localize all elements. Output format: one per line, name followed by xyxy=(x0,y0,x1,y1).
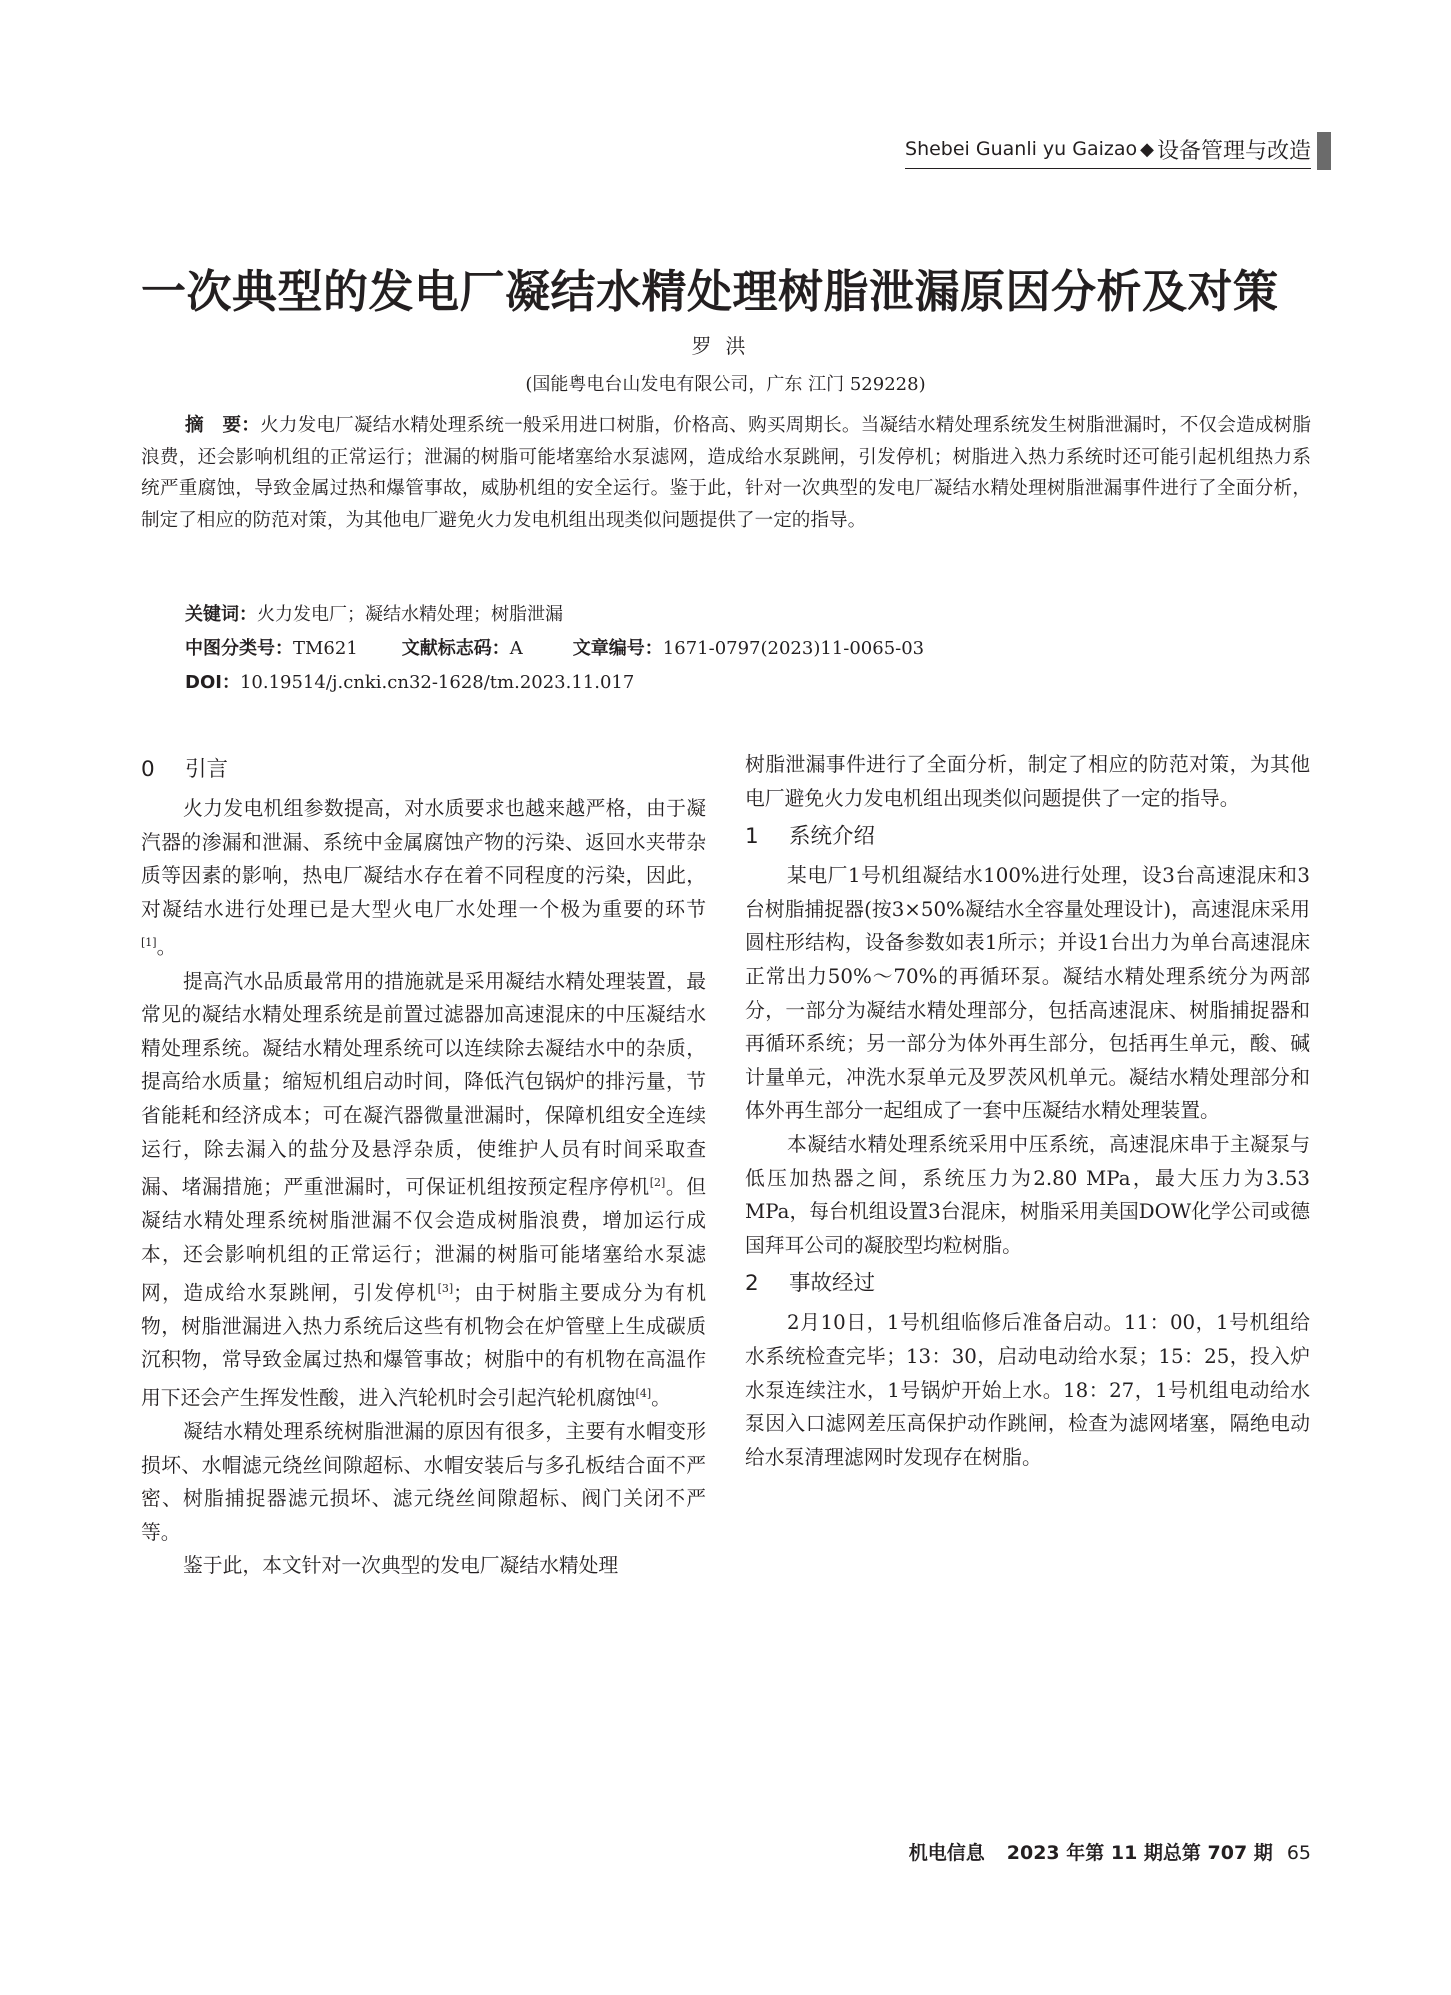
doi-label: DOI： xyxy=(185,672,240,693)
article-no-label: 文章编号： xyxy=(572,638,663,659)
keywords xyxy=(185,600,563,626)
keywords-text: 火力发电厂；凝结水精处理；树脂泄漏 xyxy=(257,604,563,625)
article-no-value: 1671-0797(2023)11-0065-03 xyxy=(662,638,925,659)
citation-4: [4] xyxy=(635,1386,652,1400)
doc-code-label: 文献标志码： xyxy=(401,638,510,659)
article-title: 一次典型的发电厂凝结水精处理树脂泄漏原因分析及对策 xyxy=(141,265,1279,318)
citation-3: [3] xyxy=(437,1281,454,1295)
journal-name-en: Shebei Guanli yu Gaizao xyxy=(905,138,1138,160)
abstract-label: 摘 要： xyxy=(185,415,261,436)
diamond-separator: ◆ xyxy=(1140,138,1154,160)
abstract xyxy=(141,410,1311,536)
doi-value: 10.19514/j.cnki.cn32-1628/tm.2023.11.017 xyxy=(239,672,635,693)
clc-label: 中图分类号： xyxy=(185,638,293,659)
citation-2: [2] xyxy=(649,1176,666,1190)
section-1-heading: 1 系统介绍 xyxy=(745,824,876,850)
column-left xyxy=(141,748,706,1583)
keywords-label: 关键词： xyxy=(185,604,257,625)
section-1-para-1: 某电厂1号机组凝结水100%进行处理，设3台高速混床和3台树脂捕捉器(按3×50%凝结水全容量处理设计)，高速混床采用圆柱形结构，设备参数如表1所示；并设1台出力为单台高速混床正常出力50%～70%的再循环泵。凝结水精处理系统分为两部分，一部分为凝结水精处理部分，包括高速混床、树脂捕捉器和再循环系统；另一部分为体外再生部分，包括再生单元，酸、碱计量单元，冲洗水泵单元及罗茨风机单元。凝结水精处理部分和体外再生部分一起组成了一套中压凝结水精处理装置。 xyxy=(745,864,1310,1123)
section-name-zh: 设备管理与改造 xyxy=(1156,138,1311,164)
page-footer xyxy=(909,1838,1311,1865)
citation-1: [1] xyxy=(141,936,157,950)
section-0-para-3: 凝结水精处理系统树脂泄漏的原因有很多，主要有水帽变形损坏、水帽滤元绕丝间隙超标、水帽安装后与多孔板结合面不严密、树脂捕捉器滤元损坏、滤元绕丝间隙超标、阀门关闭不严等。 xyxy=(141,1420,706,1544)
section-0-para-4-start: 鉴于此，本文针对一次典型的发电厂凝结水精处理 xyxy=(183,1554,619,1578)
section-0-para-4-continued: 树脂泄漏事件进行了全面分析，制定了相应的防范对策，为其他电厂避免火力发电机组出现类似问题提供了一定的指导。 xyxy=(745,753,1310,810)
section-0-heading: 0 引言 xyxy=(141,757,229,782)
affiliation: (国能粤电台山发电有限公司，广东 江门 529228) xyxy=(525,374,926,395)
section-2-para-1: 2月10日，1号机组临修后准备启动。11：00，1号机组给水系统检查完毕；13：30，启动电动给水泵；15：25，投入炉水泵连续注水，1号锅炉开始上水。18：27，1号机组电动给水泵因入口滤网差压高保护动作跳闸，检查为滤网堵塞，隔绝电动给水泵清理滤网时发现存在树脂。 xyxy=(745,1311,1310,1469)
footer-journal: 机电信息 xyxy=(908,1842,985,1864)
classification-line xyxy=(185,634,924,660)
doc-code-value: A xyxy=(509,638,523,659)
footer-issue: 2023 年第 11 期总第 707 期 xyxy=(1006,1842,1273,1864)
doi-line xyxy=(185,668,634,694)
header-bar-decoration xyxy=(1317,132,1331,170)
page-number: 65 xyxy=(1286,1842,1311,1864)
section-2-heading: 2 事故经过 xyxy=(745,1271,876,1297)
clc-value: TM621 xyxy=(293,638,358,659)
author: 罗洪 xyxy=(691,334,760,358)
section-0-para-1: 火力发电机组参数提高，对水质要求也越来越严格，由于凝汽器的渗漏和泄漏、系统中金属腐蚀产物的污染、返回水夹带杂质等因素的影响，热电厂凝结水存在着不同程度的污染，因此，对凝结水进行处理已是大型火电厂水处理一个极为重要的环节[1]。 xyxy=(141,797,706,959)
running-header xyxy=(905,132,1311,169)
abstract-text: 火力发电厂凝结水精处理系统一般采用进口树脂，价格高、购买周期长。当凝结水精处理系统发生树脂泄漏时，不仅会造成树脂浪费，还会影响机组的正常运行；泄漏的树脂可能堵塞给水泵滤网，造成给水泵跳闸，引发停机；树脂进入热力系统时还可能引起机组热力系统严重腐蚀，导致金属过热和爆管事故，威胁机组的安全运行。鉴于此，针对一次典型的发电厂凝结水精处理树脂泄漏事件进行了全面分析，制定了相应的防范对策，为其他电厂避免火力发电机组出现类似问题提供了一定的指导。 xyxy=(141,415,1311,531)
section-1-para-2: 本凝结水精处理系统采用中压系统，高速混床串于主凝泵与低压加热器之间，系统压力为2.80 MPa，最大压力为3.53 MPa，每台机组设置3台混床，树脂采用美国DOW化学公司或德国拜耳公司的凝胶型均粒树脂。 xyxy=(745,1132,1310,1257)
section-0-para-2: 提高汽水品质最常用的措施就是采用凝结水精处理装置，最常见的凝结水精处理系统是前置过滤器加高速混床的中压凝结水精处理系统。凝结水精处理系统可以连续除去凝结水中的杂质，提高给水质量；缩短机组启动时间，降低汽包锅炉的排污量，节省能耗和经济成本；可在凝汽器微量泄漏时，保障机组安全连续运行，除去漏入的盐分及悬浮杂质，使维护人员有时间采取查漏、堵漏措施；严重泄漏时，可保证机组按预定程序停机[2]。但凝结水精处理系统树脂泄漏不仅会造成树脂浪费，增加运行成本，还会影响机组的正常运行；泄漏的树脂可能堵塞给水泵滤网，造成给水泵跳闸，引发停机[3]；由于树脂主要成分为有机物，树脂泄漏进入热力系统后这些有机物会在炉管壁上生成碳质沉积物，常导致金属过热和爆管事故；树脂中的有机物在高温作用下还会产生挥发性酸，进入汽轮机时会引起汽轮机腐蚀[4]。 xyxy=(141,969,706,1410)
column-right xyxy=(745,748,1310,1474)
